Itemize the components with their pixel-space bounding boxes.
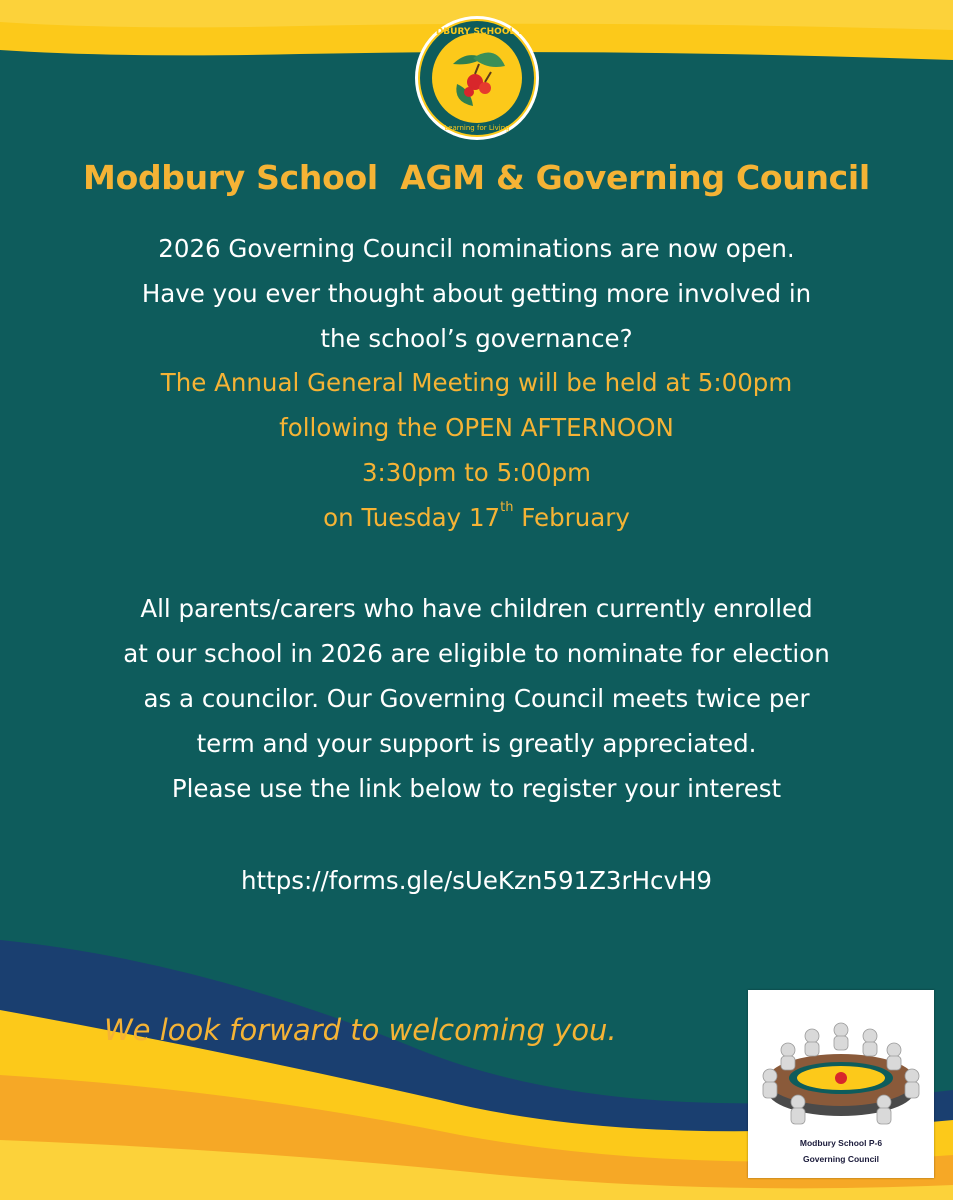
meeting-date-post: February	[513, 503, 630, 532]
intro-line-1: 2026 Governing Council nominations are now open.	[158, 234, 795, 263]
eligibility-line-5: Please use the link below to register your interest	[171, 774, 782, 803]
meeting-line-1: The Annual General Meeting will be held at 5:00pm	[160, 368, 793, 397]
registration-link[interactable]	[0, 858, 953, 903]
meeting-date-pre: on Tuesday 17	[323, 503, 501, 532]
intro-line-2: Have you ever thought about getting more involved in	[141, 279, 812, 308]
eligibility-line-3: as a councilor. Our Governing Council meets twice per	[143, 684, 810, 713]
intro-paragraph	[0, 226, 953, 361]
meeting-date-line	[0, 495, 953, 540]
welcome-message: We look forward to welcoming you.	[104, 1013, 617, 1047]
eligibility-paragraph	[0, 586, 953, 811]
eligibility-line-1: All parents/carers who have children currently enrolled	[140, 594, 813, 623]
registration-link-text[interactable]: https://forms.gle/sUeKzn591Z3rHcvH9	[240, 866, 712, 895]
meeting-details	[0, 360, 953, 540]
logo-motto-text: Learning for Living	[444, 124, 510, 132]
logo-name-text: MODBURY SCHOOL P-6	[419, 27, 535, 37]
meeting-line-2: following the OPEN AFTERNOON	[279, 413, 674, 442]
school-logo	[413, 14, 541, 142]
eligibility-line-2: at our school in 2026 are eligible to nominate for election	[123, 639, 830, 668]
eligibility-line-4: term and your support is greatly appreciated.	[196, 729, 757, 758]
council-card-line-2: Governing Council	[802, 1154, 880, 1164]
meeting-date-suffix: th	[500, 500, 514, 515]
intro-line-3: the school’s governance?	[320, 324, 633, 353]
council-card-line-1: Modbury School P-6	[799, 1138, 883, 1148]
meeting-line-3: 3:30pm to 5:00pm	[361, 458, 592, 487]
council-table-illustration	[748, 990, 934, 1138]
page-title: Modbury School AGM & Governing Council	[83, 158, 870, 197]
governing-council-image	[748, 990, 934, 1178]
